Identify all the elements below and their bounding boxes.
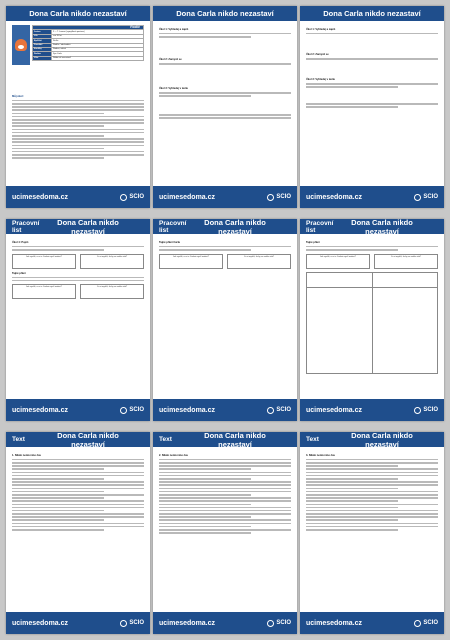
page-7-body bbox=[12, 451, 144, 604]
site-name[interactable]: ucimesedoma.cz bbox=[159, 193, 216, 201]
sub-heading: Tajné přání Carla bbox=[159, 241, 180, 244]
sheet-label: Pracovní list bbox=[306, 219, 334, 234]
answer-boxes bbox=[12, 284, 144, 299]
site-name[interactable]: ucimesedoma.cz bbox=[12, 406, 69, 414]
site-name[interactable]: ucimesedoma.cz bbox=[306, 619, 363, 627]
profile-table bbox=[32, 25, 144, 61]
profile-key: Věta bbox=[33, 56, 52, 60]
page-3-tasks bbox=[300, 6, 444, 208]
page-footer bbox=[153, 399, 297, 421]
page-header bbox=[153, 219, 297, 234]
document-title: Dona Carla nikdo nezastaví bbox=[29, 9, 127, 18]
sheet-label: Pracovní list bbox=[12, 219, 40, 234]
document-title: Dona Carla nikdo nezastaví bbox=[351, 219, 413, 236]
section-heading: Můj úkol: bbox=[12, 95, 24, 98]
page-1-profile bbox=[6, 6, 150, 208]
text-label: Text bbox=[12, 436, 25, 443]
scio-logo: SCIO bbox=[267, 407, 291, 414]
answer-box[interactable]: Co si myslíš, že by se mohlo stát? bbox=[80, 254, 144, 269]
page-footer bbox=[300, 186, 444, 208]
task-heading: Úkol 3: Vyhledej v textu bbox=[159, 87, 189, 91]
answer-boxes bbox=[12, 254, 144, 269]
page-4-worksheet bbox=[6, 219, 150, 421]
answer-box[interactable]: Jak myslíš, co si o Carlovi myslí ostatní? bbox=[306, 254, 370, 269]
profile-heading: Rodič bbox=[33, 26, 144, 30]
page-4-body bbox=[12, 238, 144, 391]
page-8-text bbox=[153, 432, 297, 634]
profile-key: Jméno bbox=[33, 30, 52, 34]
task-heading: Úkol 4: Popiš bbox=[12, 241, 29, 244]
scio-logo: SCIO bbox=[267, 620, 291, 627]
scio-logo: SCIO bbox=[414, 620, 438, 627]
document-title: Dona Carla nikdo nezastaví bbox=[204, 219, 266, 236]
page-9-body bbox=[306, 451, 438, 604]
site-name[interactable]: ucimesedoma.cz bbox=[306, 406, 363, 414]
page-header bbox=[6, 6, 150, 21]
chapter-heading: 1. Nikdo nemá ráno čas bbox=[12, 454, 41, 457]
answer-box[interactable]: Co si myslíš, že by se mohlo stát? bbox=[227, 254, 291, 269]
page-5-body bbox=[159, 238, 291, 391]
page-header bbox=[6, 432, 150, 447]
text-label: Text bbox=[306, 436, 319, 443]
profile-value: Z. + T. Lorenzi (vymyšlená postava) bbox=[52, 30, 144, 34]
answer-box[interactable]: Jak myslíš, co si o Carlovi myslí ostatní? bbox=[159, 254, 223, 269]
answer-boxes bbox=[159, 254, 291, 269]
profile-value: cca 35 let bbox=[52, 34, 144, 38]
scio-ring-icon bbox=[120, 407, 127, 414]
scio-ring-icon bbox=[267, 407, 274, 414]
scio-ring-icon bbox=[267, 620, 274, 627]
scio-ring-icon bbox=[267, 194, 274, 201]
profile-key: Věk bbox=[33, 34, 52, 38]
page-footer bbox=[300, 612, 444, 634]
page-header bbox=[300, 6, 444, 21]
page-7-text bbox=[6, 432, 150, 634]
scio-ring-icon bbox=[414, 194, 421, 201]
sub-heading: Tajné přání bbox=[306, 241, 320, 244]
scio-logo: SCIO bbox=[120, 407, 144, 414]
task-heading: Úkol 2: Zamysli se bbox=[159, 58, 182, 62]
task-heading: Úkol 1: Vyhledej a zapiš bbox=[159, 28, 189, 31]
page-footer bbox=[153, 612, 297, 634]
document-title: Dona Carla nikdo nezastaví bbox=[204, 432, 266, 449]
profile-key: Koníčky bbox=[33, 47, 52, 51]
task-heading: Úkol 3: Vyhledej v textu bbox=[306, 78, 336, 82]
scio-logo: SCIO bbox=[414, 194, 438, 201]
page-header bbox=[153, 432, 297, 447]
answer-box[interactable]: Jak myslíš, co si o Carlovi myslí ostatní? bbox=[12, 284, 76, 299]
page-footer bbox=[153, 186, 297, 208]
page-footer bbox=[6, 612, 150, 634]
page-2-tasks bbox=[153, 6, 297, 208]
profile-value: Syn Carlo bbox=[52, 52, 144, 56]
page-8-body bbox=[159, 451, 291, 604]
scio-ring-icon bbox=[414, 407, 421, 414]
page-header bbox=[300, 219, 444, 234]
page-header bbox=[300, 432, 444, 447]
answer-boxes bbox=[306, 254, 438, 269]
scio-logo: SCIO bbox=[120, 194, 144, 201]
answer-box[interactable]: Jak myslíš, co si o Carlovi myslí ostatní? bbox=[12, 254, 76, 269]
page-5-worksheet bbox=[153, 219, 297, 421]
document-title: Dona Carla nikdo nezastaví bbox=[57, 432, 119, 449]
site-name[interactable]: ucimesedoma.cz bbox=[12, 619, 69, 627]
document-title: Dona Carla nikdo nezastaví bbox=[176, 9, 274, 18]
profile-value: Rodiče / obchodníci bbox=[52, 43, 144, 47]
site-name[interactable]: ucimesedoma.cz bbox=[159, 619, 216, 627]
page-header bbox=[6, 219, 150, 234]
site-name[interactable]: ucimesedoma.cz bbox=[306, 193, 363, 201]
scio-ring-icon bbox=[414, 620, 421, 627]
task-heading: Úkol 1: Vyhledej a zapiš bbox=[306, 28, 336, 31]
fox-illustration bbox=[12, 25, 30, 65]
profile-key: Rodina bbox=[33, 52, 52, 56]
page-3-body bbox=[306, 25, 438, 178]
text-label: Text bbox=[159, 436, 172, 443]
scio-logo: SCIO bbox=[267, 194, 291, 201]
page-footer bbox=[6, 399, 150, 421]
page-2-body bbox=[159, 25, 291, 178]
scio-ring-icon bbox=[120, 620, 127, 627]
profile-key: Povolání bbox=[33, 43, 52, 47]
profile-value: Nikdo mě nezastaví! bbox=[52, 56, 144, 60]
page-header bbox=[153, 6, 297, 21]
scio-ring-icon bbox=[120, 194, 127, 201]
scio-logo: SCIO bbox=[414, 407, 438, 414]
profile-value: Sicílie bbox=[52, 39, 144, 43]
fox-icon bbox=[15, 39, 27, 51]
profile-value: Rodina, vaření bbox=[52, 47, 144, 51]
chapter-heading: 2. Nikdo nemá ráno čas bbox=[159, 454, 188, 457]
scio-logo: SCIO bbox=[120, 620, 144, 627]
task-heading: Úkol 2: Zamysli se bbox=[306, 53, 329, 57]
answer-box[interactable]: Co si myslíš, že by se mohlo stát? bbox=[80, 284, 144, 299]
document-title: Dona Carla nikdo nezastaví bbox=[323, 9, 421, 18]
sheet-label: Pracovní list bbox=[159, 219, 187, 234]
answer-grid[interactable] bbox=[306, 272, 438, 374]
site-name[interactable]: ucimesedoma.cz bbox=[12, 193, 69, 201]
profile-key: Bydliště bbox=[33, 39, 52, 43]
sub-heading: Tajné přání bbox=[12, 271, 26, 275]
page-1-text bbox=[12, 92, 144, 178]
document-title: Dona Carla nikdo nezastaví bbox=[351, 432, 413, 449]
page-6-body bbox=[306, 238, 438, 391]
page-footer bbox=[300, 399, 444, 421]
page-6-worksheet bbox=[300, 219, 444, 421]
document-title: Dona Carla nikdo nezastaví bbox=[57, 219, 119, 236]
page-footer bbox=[6, 186, 150, 208]
page-9-text bbox=[300, 432, 444, 634]
chapter-heading: 3. Nikdo nemá ráno čas bbox=[306, 454, 335, 457]
site-name[interactable]: ucimesedoma.cz bbox=[159, 406, 216, 414]
answer-box[interactable]: Co si myslíš, že by se mohlo stát? bbox=[374, 254, 438, 269]
